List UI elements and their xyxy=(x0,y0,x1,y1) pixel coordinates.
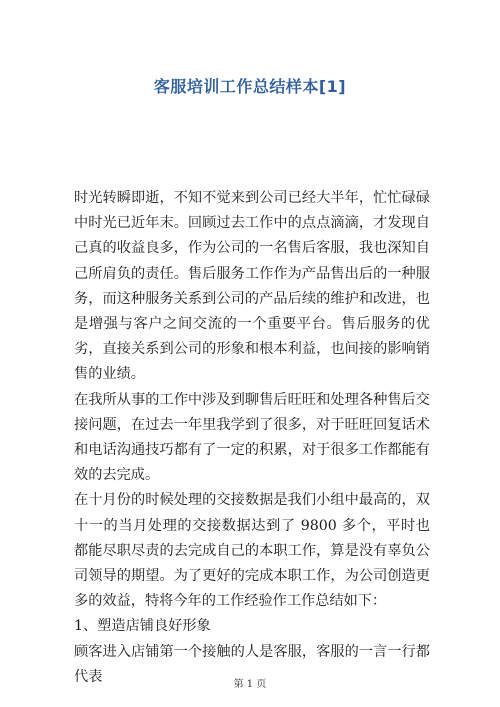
paragraph-work-scope: 在我所从事的工作中涉及到聊售后旺旺和处理各种售后交接问题，在过去一年里我学到了很多，对于旺旺回复话术和电话沟通技巧都有了一定的积累，对于很多工作都能有效的去完成。 xyxy=(74,391,430,484)
section-heading-store-image: 1、塑造店铺良好形象 xyxy=(74,618,211,635)
paragraph-october-data: 在十月份的时候处理的交接数据是我们小组中最高的，双十一的当月处理的交接数据达到了 9800 多个，平时也都能尽职尽责的去完成自己的本职工作，算是没有辜负公司领导的期望。为了更好的完成本职工作，为公司创造更多的效益，特将今年的工作经验作工作总结如下： xyxy=(74,492,430,610)
document-title: 客服培训工作总结样本[1] xyxy=(153,77,347,96)
page-number: 第 1 页 xyxy=(233,679,267,690)
paragraph-intro: 时光转瞬即逝，不知不觉来到公司已经大半年，忙忙碌碌中时光已近年末。回顾过去工作中的点点滴滴，才发现自己真的收益良多，作为公司的一名售后客服，我也深知自己所肩负的责任。售后服务工作作为产品售出后的一种服务，而这种服务关系到公司的产品后续的维护和改进，也是增强与客户之间交流的一个重要平台。售后服务的优劣，直接关系到公司的形象和根本利益，也间接的影响销售的业绩。 xyxy=(74,190,430,383)
document-body xyxy=(74,186,430,690)
paragraph-customer-contact: 顾客进入店铺第一个接触的人是客服，客服的一言一行都代表 xyxy=(74,643,430,685)
